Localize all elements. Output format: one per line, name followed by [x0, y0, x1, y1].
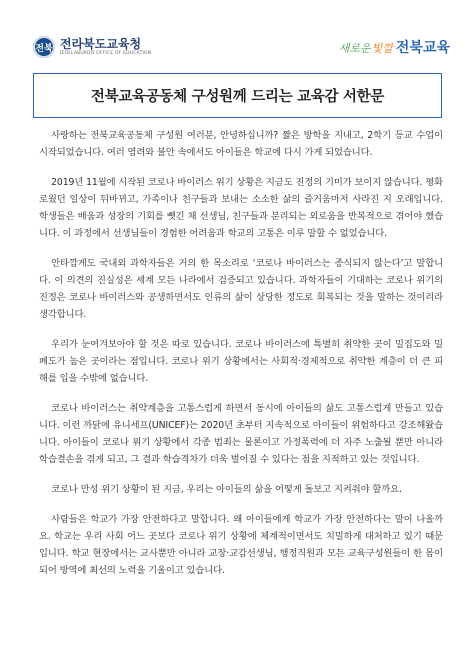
slogan-part-1: 새로운	[338, 42, 371, 55]
office-name: 전라북도교육청	[60, 37, 142, 51]
office-seal-icon: 전북	[33, 36, 55, 58]
paragraph: 사람들은 학교가 가장 안전하다고 말합니다. 왜 아이들에게 학교가 가장 안전하다는 말이 나올까요. 학교는 우리 사회 어느 곳보다 코로나 위기 상황에 체계적이면서도 치밀하게 대처하고 있기 때문입니다. 학교 현장에서는 교사뿐만 아니라 교장·교감선생님, 행정직원과 모든 교육구성원들이 한 몸이 되어 방역에 최선의 노력을 기울이고 있습니다.	[39, 514, 443, 576]
paragraph: 우리가 눈여겨보아야 할 것은 따로 있습니다. 코로나 바이러스에 특별히 취약한 곳이 밀집도와 밀폐도가 높은 곳이라는 점입니다. 코로나 위기 상황에서는 사회적·경제적으로 취약한 계층이 더 큰 피해를 입을 수밖에 없습니다.	[39, 339, 443, 384]
slogan-part-3: 전북교육	[395, 40, 450, 56]
office-name-block	[60, 38, 151, 56]
paragraph: 2019년 11월에 시작된 코로나 바이러스 위기 상황은 지금도 진정의 기미가 보이지 않습니다. 평화로웠던 일상이 뒤바뀌고, 가족이나 친구들과 보내는 소소한 삶의 즐거움마저 사라진 지 오래입니다. 학생들은 배움과 성장의 기회를 뺏긴 채 선생님, 친구들과 분리되는 외로움을 반복적으로 겪어야 했습니다. 이 과정에서 선생님들이 경험한 어려움과 학교의 고통은 이루 말할 수 없었습니다.	[39, 177, 443, 239]
letterhead	[0, 0, 474, 70]
letter-body	[39, 127, 443, 579]
page-title: 전북교육공동체 구성원께 드리는 교육감 서한문	[90, 89, 385, 105]
office-logo	[33, 36, 151, 58]
paragraph: 코로나 바이러스는 취약계층을 고통스럽게 하면서 동시에 아이들의 삶도 고통스럽게 만들고 있습니다. 이런 까닭에 유니세프(UNICEF)는 2020년 초부터 지속적으로 아이들이 위험하다고 강조해왔습니다. 아이들이 코로나 위기 상황에서 각종 범죄는 물론이고 가정폭력에 더 자주 노출될 뿐만 아니라 학습결손을 겪게 되고, 그 결과 학습격차가 더욱 벌어질 수 있다는 점을 지적하고 있는 것입니다.	[39, 403, 443, 465]
paragraph: 코로나 만성 위기 상황이 된 지금, 우리는 아이들의 삶을 어떻게 돌보고 지켜줘야 할까요.	[51, 484, 402, 495]
paragraph: 안타깝게도 국내외 과학자들은 거의 한 목소리로 ‘코로나 바이러스는 종식되지 않는다’고 말합니다. 이 의견의 진실성은 세계 모든 나라에서 검증되고 있습니다. 과학자들이 기대하는 코로나 위기의 진정은 코로나 바이러스와 공생하면서도 인류의 삶이 상당한 정도로 회복되는 것을 말하는 것이리라 생각합니다.	[39, 258, 443, 320]
slogan-logo	[339, 37, 450, 57]
slogan-part-2: 빛깔	[371, 42, 393, 55]
office-name-english: JEOLLABUKDO OFFICE OF EDUCATION	[60, 51, 152, 56]
paragraph: 사랑하는 전북교육공동체 구성원 여러분, 안녕하십니까? 짧은 방학을 지내고, 2학기 등교 수업이 시작되었습니다. 여러 염려와 불안 속에서도 아이들은 학교에 다시 가게 되었습니다.	[39, 130, 443, 158]
title-box	[33, 73, 442, 118]
